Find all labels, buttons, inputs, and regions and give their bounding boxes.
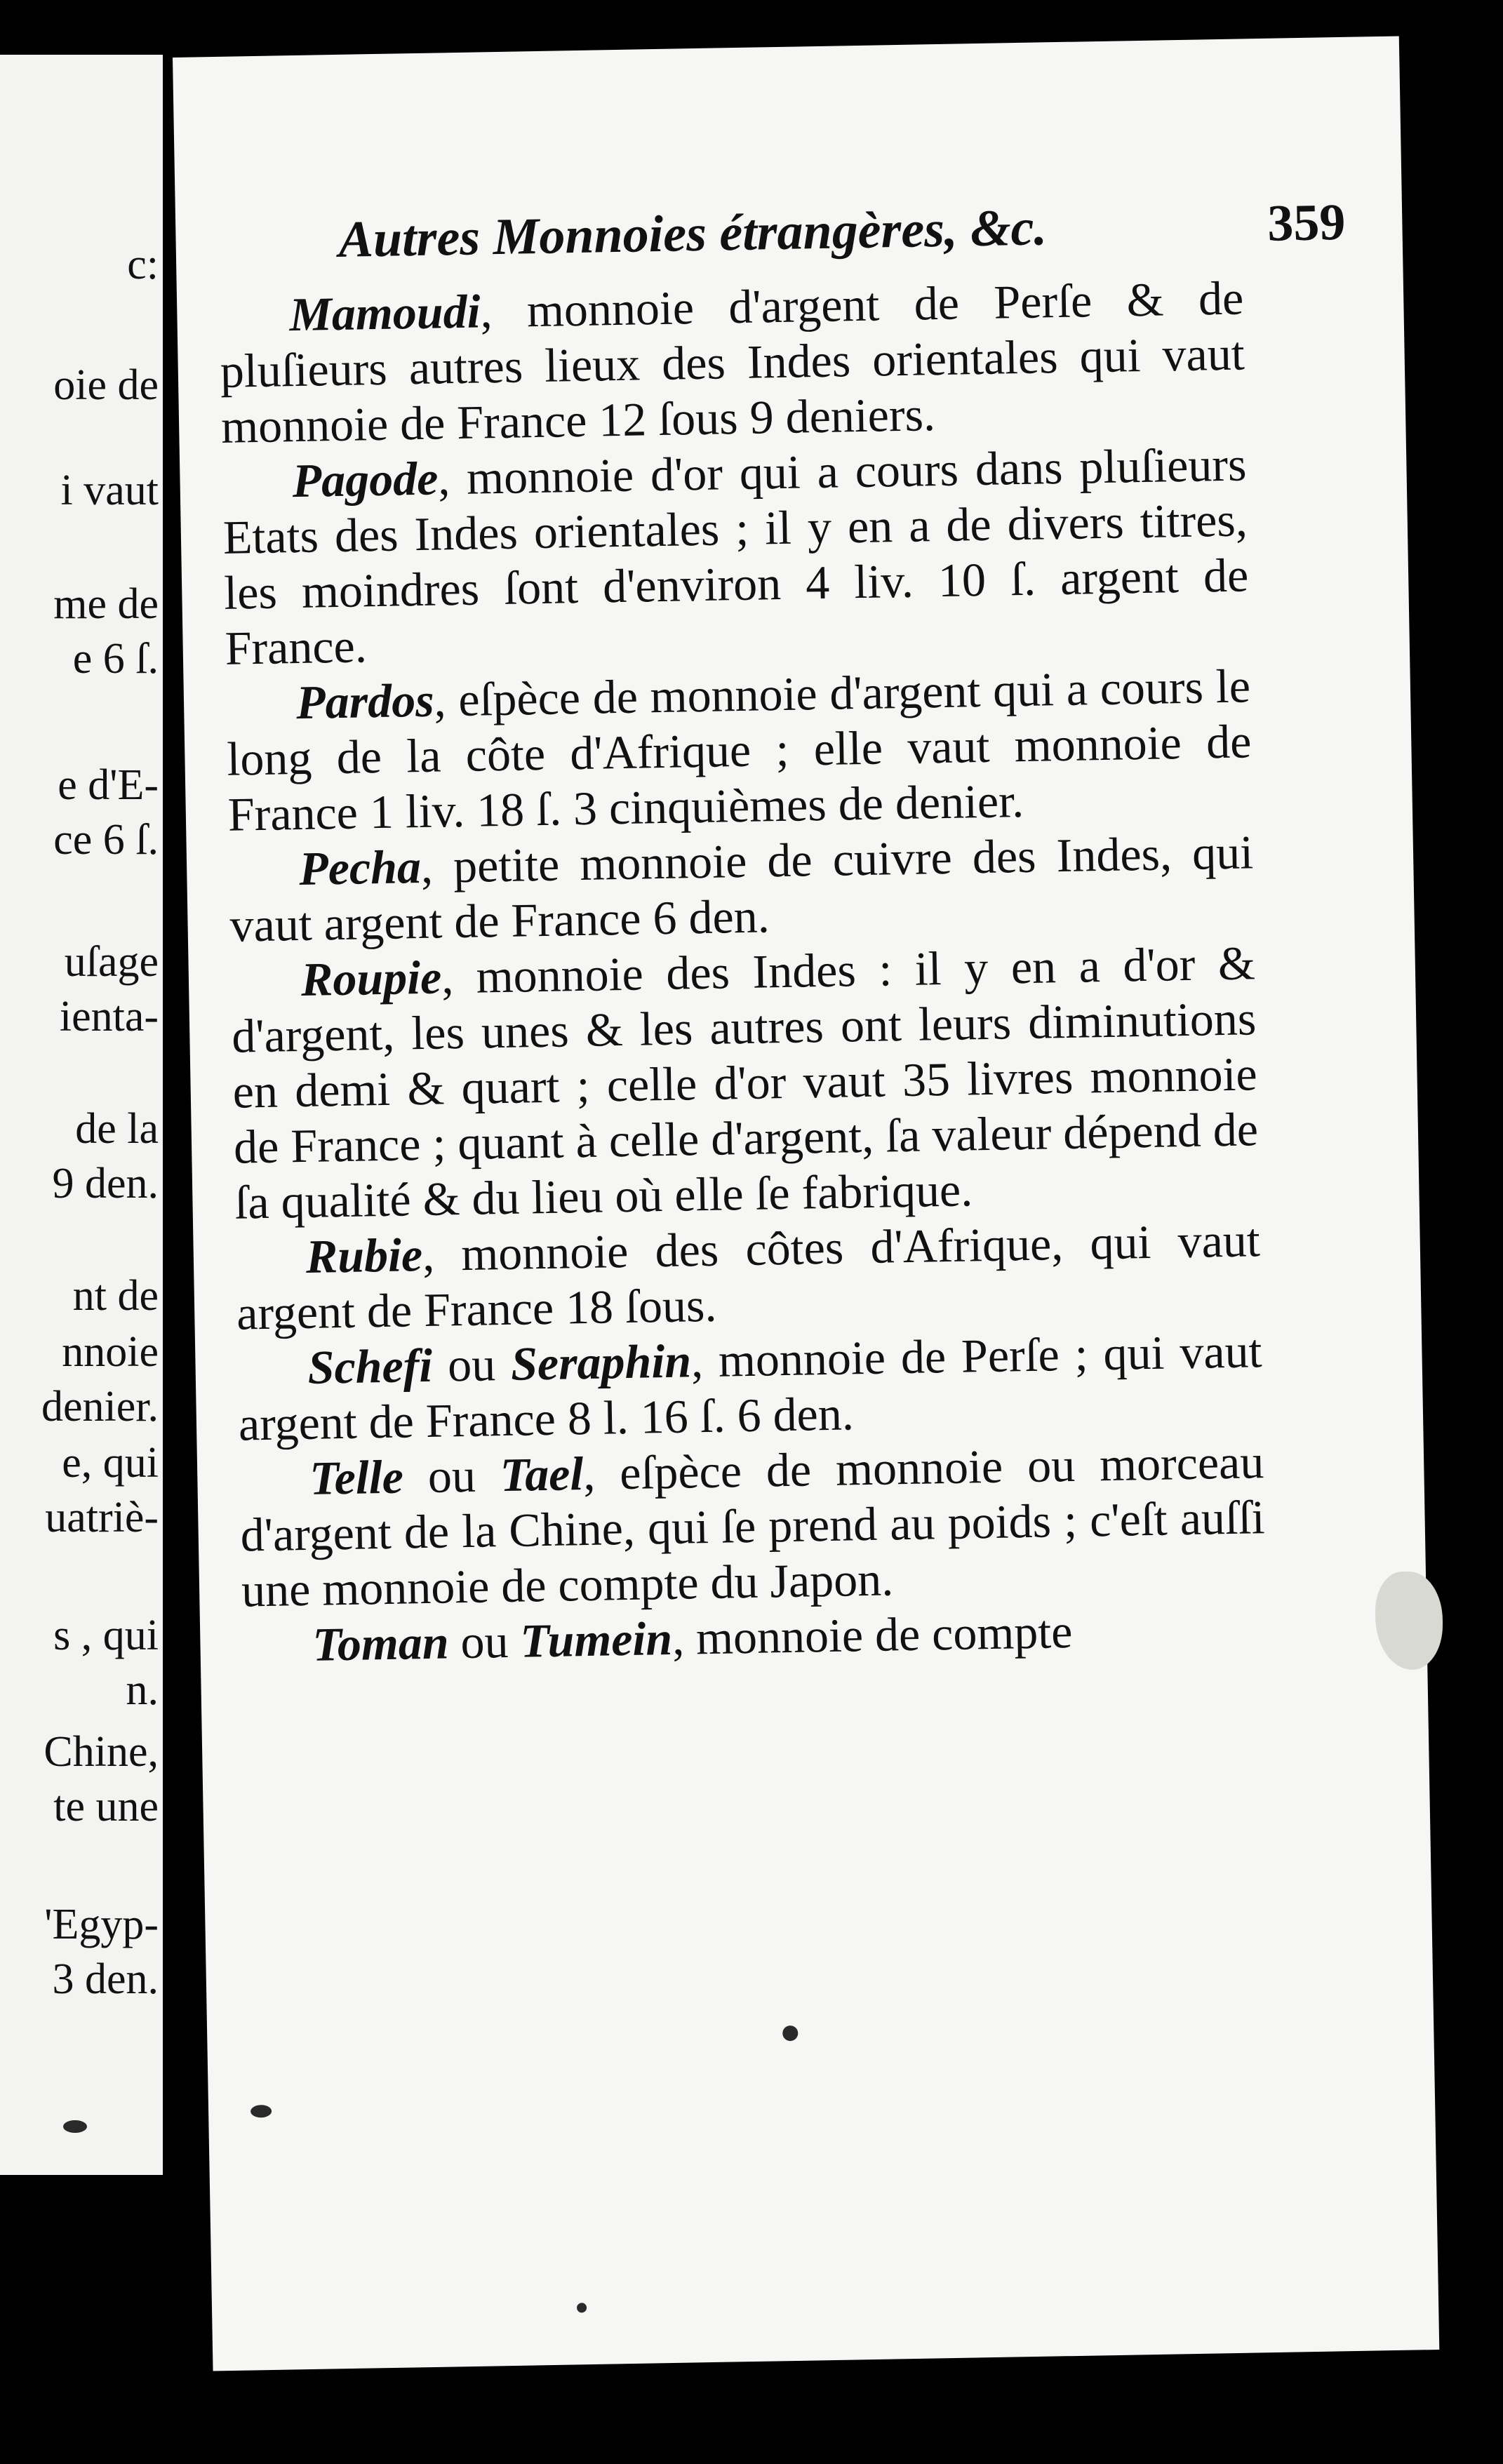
entry-term: Pagode <box>291 451 439 508</box>
entry-term-alt: Tumein <box>519 1611 673 1668</box>
entry-connector: ou <box>448 1614 521 1669</box>
left-page-line: e, qui <box>62 1439 159 1487</box>
left-page-line: e 6 ſ. <box>72 635 159 683</box>
entry-term: Pardos <box>295 673 435 730</box>
left-page-line: oie de <box>53 361 159 409</box>
entry-term: Pecha <box>298 840 422 896</box>
entry-connector: ou <box>403 1448 501 1504</box>
entry-pagode <box>222 436 1250 676</box>
left-page-line: s , qui <box>53 1612 159 1659</box>
running-head: Autres Monnoies étrangères, &c. <box>338 199 1048 269</box>
left-page-line: c: <box>127 241 159 288</box>
left-page-line: Chine, <box>44 1728 159 1776</box>
left-page-line: nnoie <box>62 1328 159 1376</box>
left-page-line: de la <box>75 1105 159 1153</box>
entry-term: Schefi <box>307 1338 433 1394</box>
left-page-fragment <box>0 55 163 2175</box>
entry-schefi <box>237 1323 1264 1452</box>
entry-term: Rubie <box>305 1228 423 1283</box>
entry-text: , monnoie d'or qui a cours dans pluſieurs Etats des Indes orientales ; il y en a de divers titres, les moindres ſont d'environ 4 liv. 10 ſ. argent de France. <box>222 437 1249 675</box>
left-page-line: me de <box>53 580 159 628</box>
entry-text: , eſpèce de monnoie d'argent qui a cours le long de la côte d'Afrique ; elle vaut monnoie de France 1 liv. 18 ſ. 3 cinquièmes de denier. <box>226 659 1252 841</box>
ink-blot-icon <box>63 2120 87 2133</box>
left-page-line: ienta- <box>59 993 159 1040</box>
entry-roupie <box>230 935 1260 1230</box>
entry-text: , petite monnoie de cuivre des Indes, qui vaut argent de France 6 den. <box>229 825 1254 952</box>
entry-text: , monnoie des côtes d'Afrique, qui vaut argent de France 18 ſous. <box>236 1213 1261 1340</box>
entry-text: , monnoie des Indes : il y en a d'or & d'argent, les unes & les autres ont leurs diminutions en demi & quart ; celle d'or vaut 35 livres monnoie de France ; quant à celle d'argent, ſa valeur dépend de ſa qualité & du lieu où elle ſe fabrique. <box>231 936 1259 1229</box>
page-number: 359 <box>1267 193 1347 253</box>
entry-term: Toman <box>312 1615 450 1671</box>
entry-text: , monnoie d'argent de Perſe & de pluſieurs autres lieux des Indes orientales qui vaut monnoie de France 12 ſous 9 deniers. <box>220 271 1245 453</box>
entry-text: , eſpèce de monnoie ou morceau d'argent de la Chine, qui ſe prend au poids ; c'eſt auſſi une monnoie de compte du Japon. <box>240 1435 1266 1617</box>
entry-text: , monnoie de compte <box>672 1604 1073 1665</box>
left-page-line: denier. <box>41 1383 159 1431</box>
entry-rubie <box>235 1212 1262 1341</box>
entry-term: Telle <box>309 1449 404 1505</box>
left-page-line: nt de <box>72 1272 159 1320</box>
entry-pardos <box>225 658 1252 842</box>
left-page-line: uatriè- <box>45 1494 159 1541</box>
left-page-line: ce 6 ſ. <box>53 816 159 864</box>
entry-text: , monnoie de Perſe ; qui vaut argent de France 8 l. 16 ſ. 6 den. <box>238 1324 1263 1451</box>
entry-pecha <box>229 824 1255 953</box>
left-page-line: e d'E- <box>58 761 159 809</box>
page-body <box>219 270 1267 1673</box>
entry-mamoudi <box>219 270 1246 454</box>
right-page <box>173 36 1439 2371</box>
ink-dot-icon <box>577 2303 587 2312</box>
ink-dot-icon <box>782 2026 798 2041</box>
entry-term: Roupie <box>300 950 442 1007</box>
left-page-line: 9 den. <box>52 1160 159 1207</box>
ink-blot-icon <box>250 2105 272 2118</box>
left-page-line: n. <box>126 1666 159 1714</box>
entry-term-alt: Tael <box>500 1447 584 1502</box>
entry-term: Mamoudi <box>288 284 481 342</box>
entry-connector: ou <box>432 1337 512 1392</box>
left-page-line: te une <box>53 1783 159 1830</box>
left-page-line: 'Egyp- <box>44 1901 159 1948</box>
entry-telle <box>239 1434 1267 1618</box>
entry-term-alt: Seraphin <box>510 1334 692 1391</box>
left-page-line: i vaut <box>60 467 159 514</box>
left-page-line: 3 den. <box>52 1955 159 2003</box>
left-page-line: uſage <box>64 938 159 986</box>
